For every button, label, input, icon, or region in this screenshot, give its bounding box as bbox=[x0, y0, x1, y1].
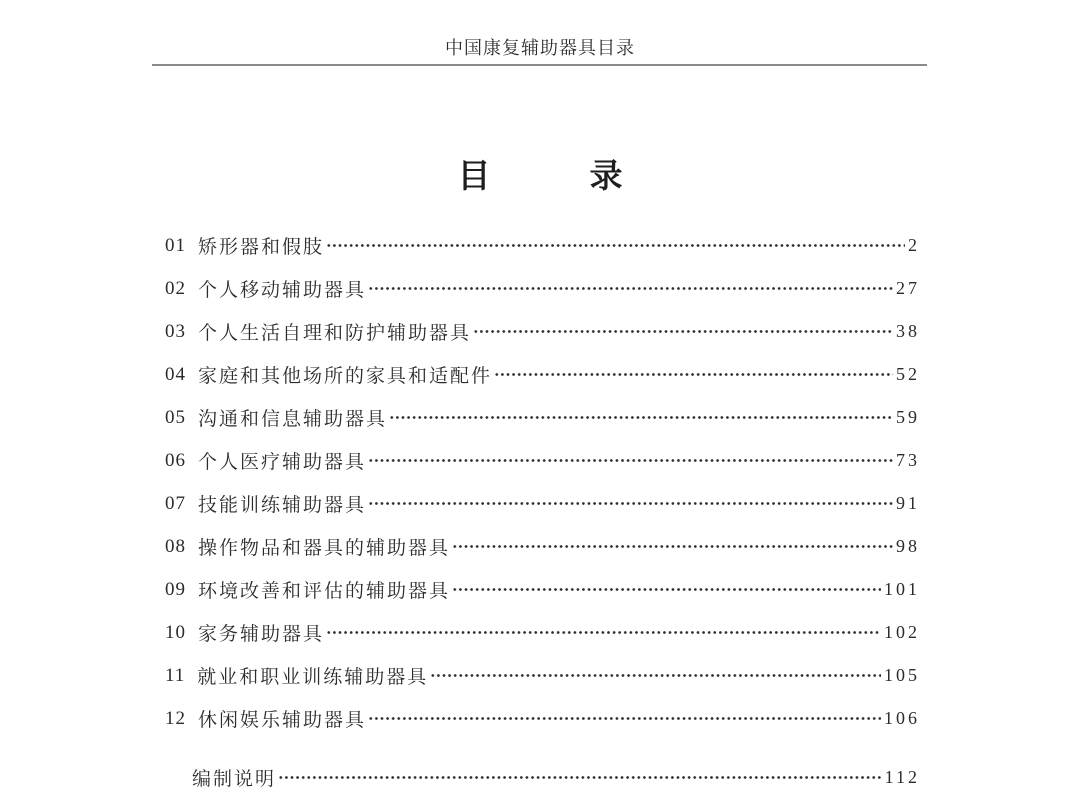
entry-label: 个人生活自理和防护辅助器具 bbox=[198, 323, 472, 344]
toc-page-title: 目 录 bbox=[457, 159, 623, 195]
dot-leader bbox=[452, 580, 881, 599]
entry-page-number: 52 bbox=[896, 364, 920, 384]
entry-page-number: 27 bbox=[896, 278, 920, 298]
toc-entry bbox=[165, 396, 920, 439]
entry-page-number: 102 bbox=[884, 622, 920, 642]
entry-number: 07 bbox=[165, 492, 186, 514]
entry-page-number: 2 bbox=[908, 235, 920, 255]
entry-page-number: 73 bbox=[896, 450, 920, 470]
entry-label: 操作物品和器具的辅助器具 bbox=[198, 538, 451, 559]
toc-entry bbox=[165, 697, 920, 740]
entry-page-number: 38 bbox=[896, 321, 920, 341]
dot-leader bbox=[368, 494, 893, 513]
dot-leader bbox=[389, 408, 893, 427]
toc-entry-compilation-notes bbox=[165, 756, 920, 799]
entry-label: 休闲娱乐辅助器具 bbox=[198, 710, 367, 731]
entry-label: 个人医疗辅助器具 bbox=[198, 452, 367, 473]
entry-page-number: 105 bbox=[884, 665, 920, 685]
toc-entry bbox=[165, 310, 920, 353]
entry-number: 04 bbox=[165, 363, 186, 385]
entry-label: 沟通和信息辅助器具 bbox=[198, 409, 388, 430]
entry-number: 11 bbox=[165, 664, 186, 686]
dot-leader bbox=[430, 666, 881, 685]
dot-leader bbox=[368, 279, 893, 298]
toc-entry bbox=[165, 439, 920, 482]
entry-label: 技能训练辅助器具 bbox=[198, 495, 367, 516]
toc-entry bbox=[165, 267, 920, 310]
dot-leader bbox=[368, 451, 893, 470]
entry-number: 01 bbox=[165, 234, 186, 256]
entry-number: 08 bbox=[165, 535, 186, 557]
entry-page-number: 101 bbox=[884, 579, 920, 599]
entry-number: 05 bbox=[165, 406, 186, 428]
toc-entry bbox=[165, 611, 920, 654]
entry-number: 02 bbox=[165, 277, 186, 299]
entry-number: 12 bbox=[165, 707, 186, 729]
toc-entry bbox=[165, 654, 920, 697]
entry-number: 10 bbox=[165, 621, 186, 643]
entry-label: 环境改善和评估的辅助器具 bbox=[198, 581, 451, 602]
entry-number: 03 bbox=[165, 320, 186, 342]
dot-leader bbox=[368, 709, 881, 728]
entry-label: 个人移动辅助器具 bbox=[198, 280, 367, 301]
dot-leader bbox=[278, 768, 882, 787]
document-header-title: 中国康复辅助器具目录 bbox=[445, 38, 635, 58]
entry-label: 编制说明 bbox=[192, 769, 277, 790]
entry-number: 06 bbox=[165, 449, 186, 471]
dot-leader bbox=[326, 236, 905, 255]
entry-label: 家务辅助器具 bbox=[198, 624, 325, 645]
dot-leader bbox=[473, 322, 893, 341]
dot-leader bbox=[494, 365, 893, 384]
dot-leader bbox=[326, 623, 881, 642]
entry-page-number: 106 bbox=[884, 708, 920, 728]
entry-page-number: 98 bbox=[896, 536, 920, 556]
toc-entry bbox=[165, 482, 920, 525]
entry-label: 就业和职业训练辅助器具 bbox=[197, 667, 429, 688]
toc-list bbox=[165, 224, 920, 799]
entry-label: 家庭和其他场所的家具和适配件 bbox=[198, 366, 493, 387]
dot-leader bbox=[452, 537, 893, 556]
header-rule bbox=[152, 64, 927, 66]
entry-page-number: 59 bbox=[896, 407, 920, 427]
entry-page-number: 112 bbox=[884, 767, 920, 787]
toc-entry bbox=[165, 224, 920, 267]
toc-entry bbox=[165, 353, 920, 396]
toc-entry bbox=[165, 568, 920, 611]
entry-label: 矫形器和假肢 bbox=[198, 237, 325, 258]
entry-number: 09 bbox=[165, 578, 186, 600]
toc-entry bbox=[165, 525, 920, 568]
entry-page-number: 91 bbox=[896, 493, 920, 513]
